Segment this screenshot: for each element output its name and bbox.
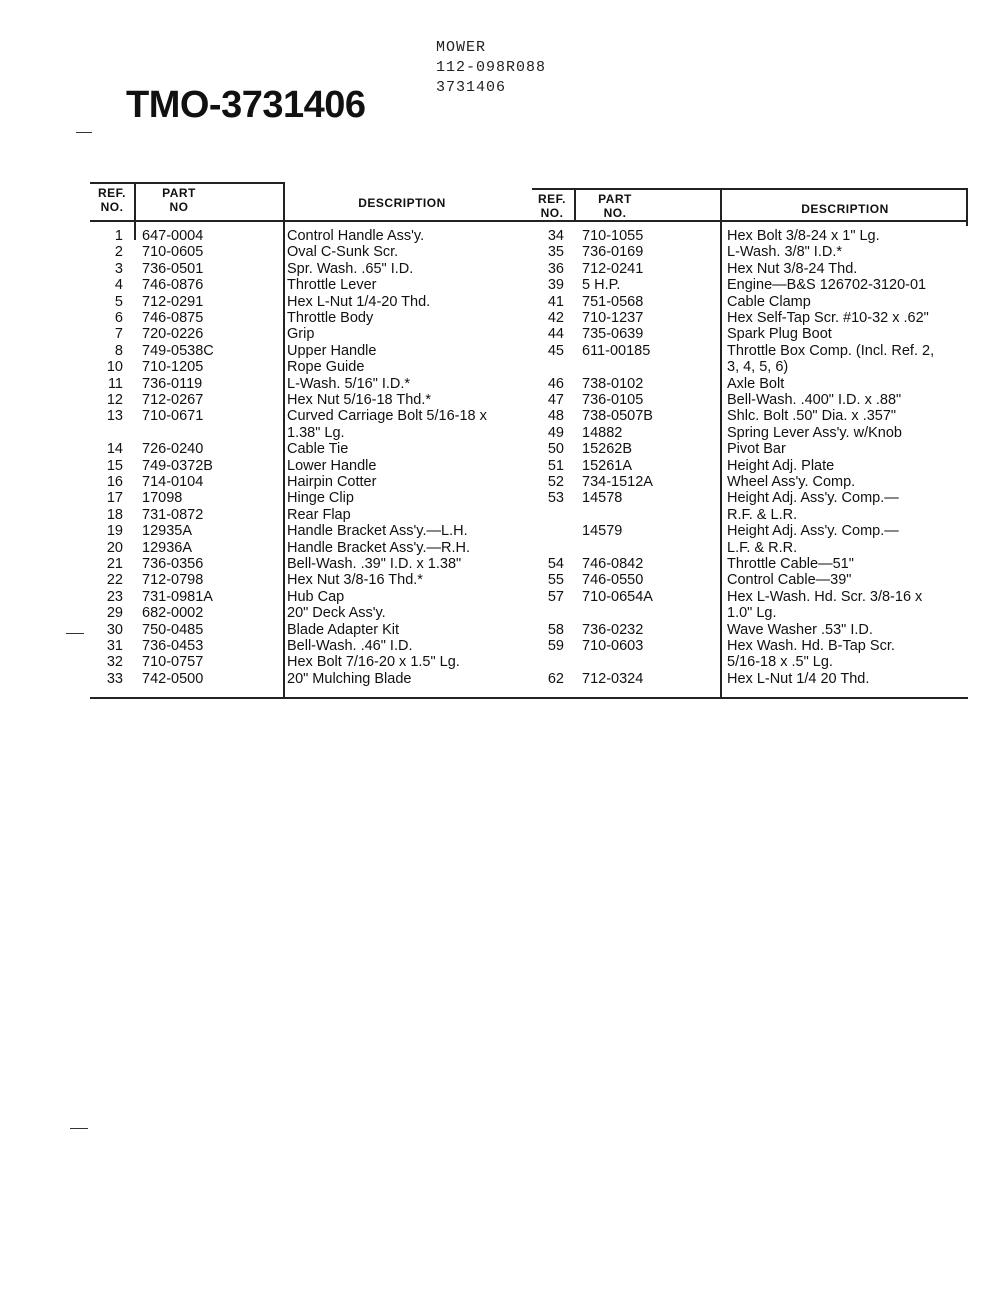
part-number: 710-0603 (582, 638, 644, 654)
part-description: Hex Nut 3/8-24 Thd. (727, 260, 858, 277)
ref-number: 33 (106, 670, 123, 687)
part-number: 647-0004 (142, 228, 204, 244)
part-description: Height Adj. Ass'y. Comp.— (727, 523, 899, 540)
part-description: Bell-Wash. .39" I.D. x 1.38" (287, 556, 462, 572)
part-description: Hex Wash. Hd. B-Tap Scr. (727, 638, 895, 654)
part-number: 736-0105 (582, 392, 644, 408)
part-number: 714-0104 (142, 474, 204, 490)
part-number: 731-0981A (142, 588, 213, 605)
part-description: Shlc. Bolt .50" Dia. x .357" (727, 408, 897, 425)
part-number: 712-0267 (142, 392, 204, 408)
part-description: Throttle Box Comp. (Incl. Ref. 2, (727, 342, 935, 359)
part-number: 12936A (142, 539, 192, 556)
ref-number: 39 (547, 277, 564, 294)
part-number: 726-0240 (142, 441, 204, 458)
part-description: Axle Bolt (727, 375, 785, 392)
part-number: 736-0356 (142, 556, 204, 572)
part-number: 736-0501 (142, 260, 204, 277)
part-description: Cable Tie (287, 441, 349, 458)
part-description: Throttle Cable—51" (727, 556, 854, 572)
part-description: Hinge Clip (287, 490, 354, 507)
ref-number: 3 (114, 260, 123, 277)
header-ref-right-line1: REF. (537, 192, 566, 206)
part-description: Hex L-Wash. Hd. Scr. 3/8-16 x (727, 588, 923, 605)
part-description: Control Cable—39" (727, 572, 852, 589)
ref-number: 15 (106, 457, 123, 474)
part-description: Hairpin Cotter (287, 474, 377, 490)
product-type: MOWER (436, 39, 487, 56)
part-number: 14579 (582, 523, 623, 540)
part-description: Hex L-Nut 1/4-20 Thd. (287, 293, 431, 310)
ref-number: 45 (547, 342, 564, 359)
part-number: 736-0119 (142, 375, 203, 392)
part-number: 712-0241 (582, 260, 644, 277)
part-description: Handle Bracket Ass'y.—L.H. (287, 523, 468, 540)
part-description: Handle Bracket Ass'y.—R.H. (287, 539, 471, 556)
part-description: L-Wash. 3/8" I.D.* (727, 244, 843, 261)
part-description: R.F. & L.R. (727, 506, 798, 523)
part-number: 710-1055 (582, 228, 644, 244)
ref-number: 48 (547, 408, 564, 425)
part-description: 5/16-18 x .5" Lg. (727, 654, 833, 671)
manual-number: 3731406 (436, 79, 507, 96)
header-desc-line: DESCRIPTION (358, 196, 446, 210)
ref-number: 8 (114, 342, 123, 359)
part-number: 736-0453 (142, 638, 204, 654)
part-description: Hub Cap (287, 588, 345, 605)
col-divider-part-desc-right (720, 188, 722, 697)
part-description: Pivot Bar (727, 441, 786, 458)
part-number: 712-0291 (142, 293, 204, 310)
header-ref-right-line2: NO. (540, 206, 564, 220)
ref-number: 36 (547, 260, 564, 277)
part-description: L.F. & R.R. (727, 539, 798, 556)
header-desc-right-line: DESCRIPTION (801, 202, 889, 216)
part-description: Control Handle Ass'y. (287, 228, 425, 244)
part-description: Grip (287, 326, 315, 343)
part-description: Rope Guide (287, 359, 365, 376)
part-number: 15262B (582, 441, 632, 458)
part-description: Hex Nut 3/8-16 Thd.* (287, 572, 423, 589)
ref-number: 42 (547, 310, 564, 326)
ref-number: 50 (547, 441, 564, 458)
ref-number: 4 (114, 277, 123, 294)
part-number: 712-0324 (582, 670, 644, 687)
part-number: 710-0757 (142, 654, 204, 671)
part-description: Upper Handle (287, 342, 377, 359)
part-number: 736-0232 (582, 621, 644, 638)
header-ref-no-right (530, 192, 574, 220)
ref-number: 30 (106, 621, 123, 638)
part-number: 710-0605 (142, 244, 204, 261)
part-description: Throttle Lever (287, 277, 377, 294)
part-description: 3, 4, 5, 6) (727, 359, 789, 376)
header-part-line1: PART (162, 186, 196, 200)
part-number: 5 H.P. (582, 277, 621, 294)
part-description: Oval C-Sunk Scr. (287, 244, 399, 261)
part-description: 1.0" Lg. (727, 605, 777, 622)
ref-number: 12 (106, 392, 123, 408)
part-description: Height Adj. Ass'y. Comp.— (727, 490, 899, 507)
part-number: 731-0872 (142, 506, 204, 523)
margin-mark-middle (66, 633, 84, 634)
part-number: 749-0538C (142, 342, 214, 359)
ref-number: 21 (106, 556, 123, 572)
part-description: Throttle Body (287, 310, 374, 326)
ref-number: 29 (106, 605, 123, 622)
ref-number: 22 (106, 572, 123, 589)
ref-number: 13 (106, 408, 123, 425)
ref-number: 20 (106, 539, 123, 556)
part-number: 746-0550 (582, 572, 644, 589)
ref-number: 34 (547, 228, 564, 244)
model-number: 112-098R088 (436, 59, 547, 76)
ref-number: 49 (547, 424, 564, 441)
ref-number: 23 (106, 588, 123, 605)
part-description: L-Wash. 5/16" I.D.* (287, 375, 411, 392)
ref-number: 52 (547, 474, 564, 490)
part-description: 20" Mulching Blade (287, 670, 412, 687)
header-part-right-line1: PART (598, 192, 632, 206)
ref-number: 62 (547, 670, 564, 687)
ref-number: 59 (547, 638, 564, 654)
part-description: Wheel Ass'y. Comp. (727, 474, 856, 490)
header-ref-line2: NO. (100, 200, 124, 214)
part-number: 738-0507B (582, 408, 653, 425)
ref-number: 17 (106, 490, 123, 507)
part-number: 682-0002 (142, 605, 204, 622)
part-description: Curved Carriage Bolt 5/16-18 x (287, 408, 487, 425)
table-bottom-rule (90, 697, 968, 699)
part-description: Spark Plug Boot (727, 326, 832, 343)
part-number: 749-0372B (142, 457, 213, 474)
part-description: Wave Washer .53" I.D. (727, 621, 873, 638)
header-part-line2: NO (169, 200, 189, 214)
ref-number: 58 (547, 621, 564, 638)
table-top-rule-right (532, 188, 968, 190)
parts-table (90, 180, 968, 698)
page-title: TMO-3731406 (126, 84, 366, 126)
header-part-no-right (574, 192, 656, 220)
ref-number: 2 (114, 244, 123, 261)
header-ref-no (90, 186, 134, 214)
part-number: 712-0798 (142, 572, 204, 589)
ref-number: 31 (106, 638, 123, 654)
part-description: 1.38" Lg. (287, 424, 345, 441)
part-description: Engine—B&S 126702-3120-01 (727, 277, 927, 294)
part-number: 17098 (142, 490, 183, 507)
ref-number: 16 (106, 474, 123, 490)
ref-number: 44 (547, 326, 564, 343)
header-part-no (134, 186, 224, 214)
ref-number: 14 (106, 441, 123, 458)
part-description: Hex Bolt 7/16-20 x 1.5" Lg. (287, 654, 460, 671)
part-description: Spr. Wash. .65" I.D. (287, 260, 414, 277)
part-number: 735-0639 (582, 326, 644, 343)
ref-number: 41 (547, 293, 564, 310)
part-description: Spring Lever Ass'y. w/Knob (727, 424, 902, 441)
part-number: 746-0875 (142, 310, 204, 326)
ref-number: 53 (547, 490, 564, 507)
ref-number: 32 (106, 654, 123, 671)
ref-number: 55 (547, 572, 564, 589)
ref-number: 18 (106, 506, 123, 523)
margin-mark-bottom (70, 1128, 88, 1129)
part-number: 746-0842 (582, 556, 644, 572)
table-top-rule (90, 182, 284, 184)
ref-number: 54 (547, 556, 564, 572)
ref-number: 7 (114, 326, 123, 343)
part-description: Hex Nut 5/16-18 Thd.* (287, 392, 432, 408)
col-divider-part-left (134, 220, 136, 240)
part-number: 710-1205 (142, 359, 204, 376)
part-description: Bell-Wash. .400" I.D. x .88" (727, 392, 902, 408)
part-number: 738-0102 (582, 375, 644, 392)
part-number: 15261A (582, 457, 632, 474)
ref-number: 11 (107, 375, 123, 392)
header-ref-line1: REF. (97, 186, 126, 200)
ref-number: 5 (114, 293, 123, 310)
header-description (284, 196, 520, 210)
part-number: 746-0876 (142, 277, 204, 294)
part-number: 12935A (142, 523, 192, 540)
ref-number: 35 (547, 244, 564, 261)
ref-number: 47 (547, 392, 564, 408)
part-description: Hex L-Nut 1/4 20 Thd. (727, 670, 870, 687)
part-number: 734-1512A (582, 474, 653, 490)
part-description: Rear Flap (287, 506, 351, 523)
part-description: Lower Handle (287, 457, 377, 474)
table-header-rule (90, 220, 968, 222)
ref-number: 1 (114, 228, 123, 244)
part-description: Blade Adapter Kit (287, 621, 400, 638)
part-number: 720-0226 (142, 326, 204, 343)
ref-number: 6 (114, 310, 123, 326)
part-number: 751-0568 (582, 293, 644, 310)
part-number: 710-0671 (142, 408, 204, 425)
col-divider-part-desc (283, 182, 285, 697)
part-number: 710-1237 (582, 310, 644, 326)
ref-number: 51 (547, 457, 564, 474)
part-description: Bell-Wash. .46" I.D. (287, 638, 413, 654)
part-description: 20" Deck Ass'y. (287, 605, 386, 622)
part-number: 14882 (582, 424, 623, 441)
part-description: Cable Clamp (727, 293, 811, 310)
part-number: 611-00185 (582, 342, 651, 359)
part-description: Height Adj. Plate (727, 457, 835, 474)
part-description: Hex Self-Tap Scr. #10-32 x .62" (727, 310, 929, 326)
part-number: 750-0485 (142, 621, 204, 638)
ref-number: 10 (106, 359, 123, 376)
ref-number: 57 (547, 588, 564, 605)
part-number: 14578 (582, 490, 623, 507)
part-number: 710-0654A (582, 588, 653, 605)
margin-mark-top (76, 132, 92, 133)
part-description: Hex Bolt 3/8-24 x 1" Lg. (727, 228, 880, 244)
ref-number: 46 (547, 375, 564, 392)
header-description-right (722, 202, 968, 216)
part-number: 736-0169 (582, 244, 644, 261)
header-part-right-line2: NO. (603, 206, 627, 220)
model-info (436, 38, 546, 98)
ref-number: 19 (106, 523, 123, 540)
part-number: 742-0500 (142, 670, 204, 687)
